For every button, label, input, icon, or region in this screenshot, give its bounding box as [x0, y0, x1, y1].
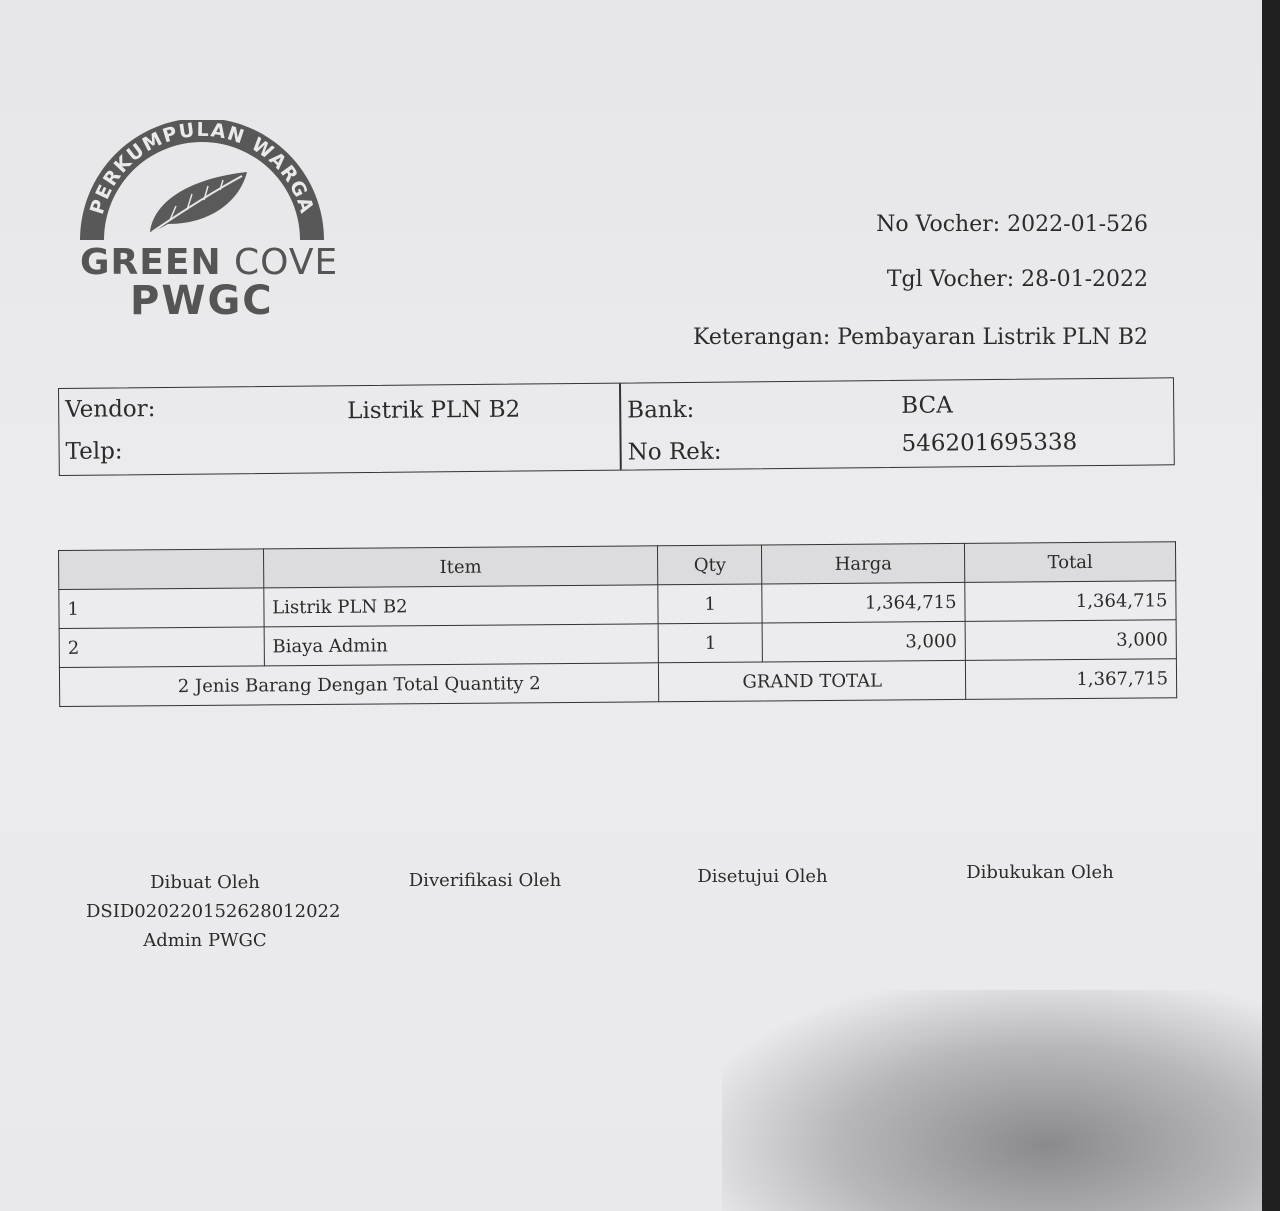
made-by-label: Dibuat Oleh [150, 872, 260, 893]
signature-approved [690, 862, 835, 891]
voucher-description [693, 325, 1148, 350]
signature-verified [400, 866, 570, 895]
header-total: Total [965, 542, 1176, 583]
bank-label: Bank: [627, 396, 695, 424]
header-item: Item [263, 546, 658, 588]
voucher-number-value: 2022-01-526 [1007, 212, 1148, 237]
vendor-info-box [58, 377, 1175, 476]
signature-made-by [86, 868, 341, 955]
telp-label: Telp: [65, 438, 123, 465]
voucher-date [887, 267, 1148, 292]
summary-text: 2 Jenis Barang Dengan Total Quantity 2 [59, 663, 659, 707]
row-harga: 3,000 [762, 621, 965, 662]
account-number-label: No Rek: [627, 438, 722, 466]
row-qty: 1 [658, 623, 762, 663]
vendor-label: Vendor: [65, 396, 156, 423]
grand-total-value: 1,367,715 [965, 659, 1176, 700]
row-total: 1,364,715 [965, 581, 1176, 622]
logo-name-bold: GREEN [80, 242, 222, 283]
made-by-name: Admin PWGC [143, 930, 267, 951]
vendor-box-divider [619, 384, 621, 470]
summary-row [59, 659, 1176, 707]
header-qty: Qty [658, 545, 762, 585]
voucher-number [876, 212, 1148, 237]
vendor-value: Listrik PLN B2 [347, 396, 521, 425]
leaf-icon [150, 172, 247, 232]
row-no: 1 [59, 588, 264, 629]
header-harga: Harga [762, 543, 965, 584]
svg-text:PERKUMPULAN WARGA: PERKUMPULAN WARGA [85, 120, 319, 217]
grand-total-label: GRAND TOTAL [659, 660, 966, 701]
background-edge [1262, 0, 1280, 1211]
logo-arc-graphic [72, 120, 332, 250]
row-item: Biaya Admin [264, 624, 659, 666]
logo-name-light: COVE [234, 242, 339, 283]
signature-booked [960, 858, 1120, 887]
verified-label: Diverifikasi Oleh [408, 870, 562, 891]
voucher-date-label: Tgl Vocher: [886, 267, 1015, 292]
logo-abbr: PWGC [130, 278, 274, 324]
items-table [58, 541, 1177, 707]
logo [72, 120, 339, 330]
account-number-value: 546201695338 [901, 429, 1078, 457]
made-by-id: DSID020220152628012022 [86, 901, 341, 922]
camera-shadow [722, 990, 1262, 1211]
bank-value: BCA [901, 392, 953, 419]
row-qty: 1 [658, 584, 762, 624]
row-harga: 1,364,715 [762, 582, 965, 623]
voucher-description-value: Pembayaran Listrik PLN B2 [837, 325, 1148, 350]
header-no [59, 549, 264, 590]
logo-name [80, 242, 339, 283]
approved-label: Disetujui Oleh [697, 866, 828, 887]
voucher-number-label: No Vocher: [876, 212, 1001, 237]
voucher-date-value: 28-01-2022 [1021, 267, 1148, 292]
row-no: 2 [59, 627, 264, 668]
booked-label: Dibukukan Oleh [966, 862, 1114, 883]
row-total: 3,000 [965, 620, 1176, 661]
voucher-description-label: Keterangan: [692, 325, 831, 350]
row-item: Listrik PLN B2 [264, 585, 659, 627]
